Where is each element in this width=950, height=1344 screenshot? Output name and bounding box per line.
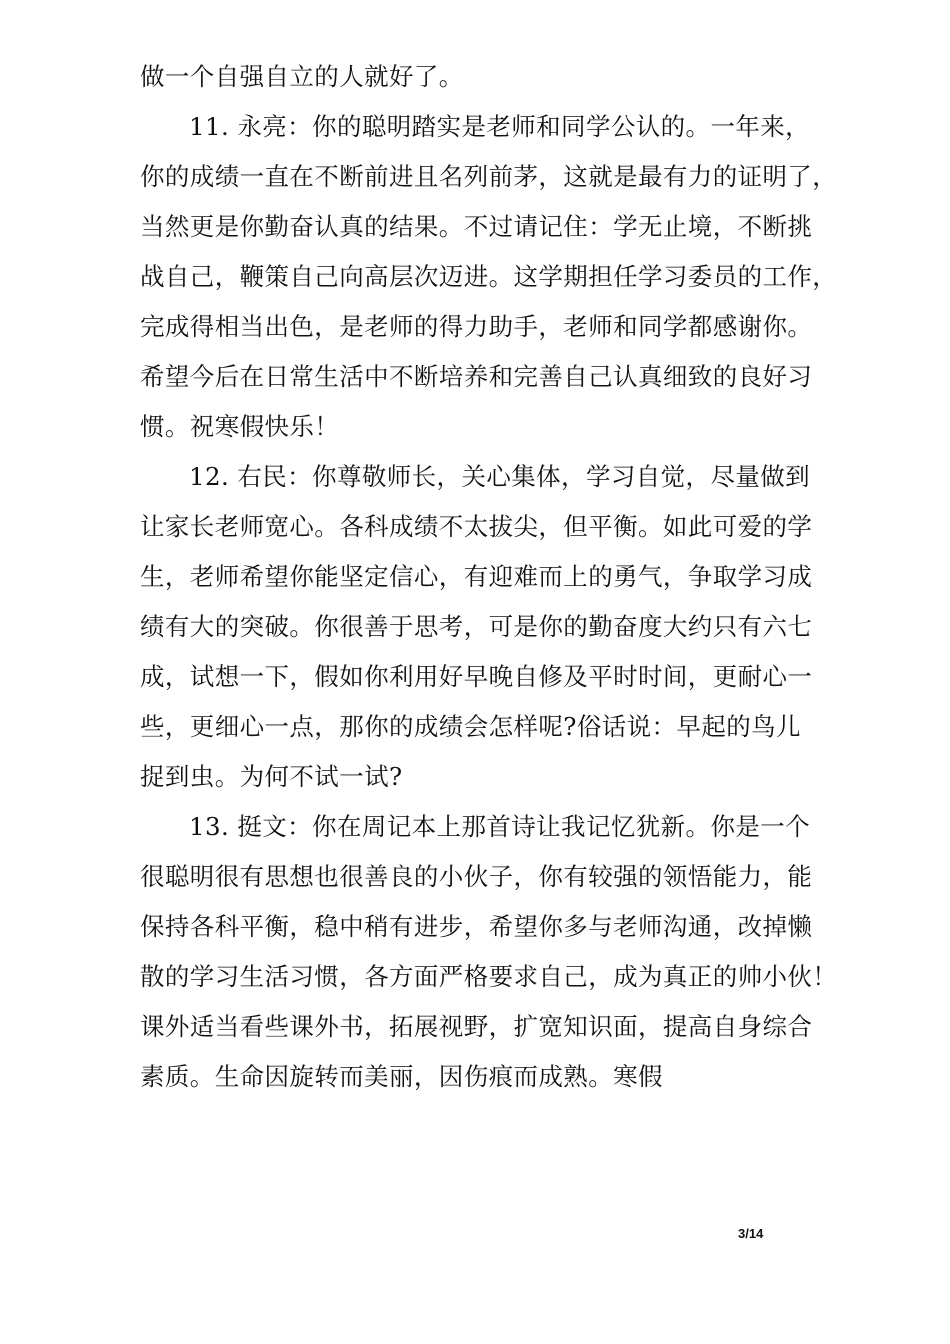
text-line: 希望今后在日常生活中不断培养和完善自己认真细致的良好习 [140,362,813,391]
paragraph-start-line: 11. 永亮：你的聪明踏实是老师和同学公认的。一年来， [189,112,811,141]
page-number: 3/14 [738,1226,764,1241]
text-line: 很聪明很有思想也很善良的小伙子，你有较强的领悟能力，能 [140,862,813,891]
text-line: 当然更是你勤奋认真的结果。不过请记住：学无止境，不断挑 [140,212,813,241]
text-line: 捉到虫。为何不试一试? [140,762,403,791]
text-line: 素质。生命因旋转而美丽，因伤痕而成熟。寒假 [140,1062,663,1091]
document-body [140,52,840,1102]
paragraph-start-line: 12. 右民：你尊敬师长，关心集体，学习自觉，尽量做到 [189,462,811,491]
text-line: 惯。祝寒假快乐！ [140,412,340,441]
paragraph-start-line: 13. 挺文：你在周记本上那首诗让我记忆犹新。你是一个 [189,812,811,841]
text-line: 生，老师希望你能坚定信心，有迎难而上的勇气，争取学习成 [140,562,813,591]
text-line: 些，更细心一点，那你的成绩会怎样呢?俗话说：早起的鸟儿 [140,712,801,741]
text-line: 课外适当看些课外书，拓展视野，扩宽知识面，提高自身综合 [140,1012,813,1041]
text-line: 战自己，鞭策自己向高层次迈进。这学期担任学习委员的工作， [140,262,838,291]
text-line: 完成得相当出色，是老师的得力助手，老师和同学都感谢你。 [140,312,813,341]
text-line: 成，试想一下，假如你利用好早晚自修及平时时间，更耐心一 [140,662,813,691]
text-line: 保持各科平衡，稳中稍有进步，希望你多与老师沟通，改掉懒 [140,912,813,941]
text-line: 做一个自强自立的人就好了。 [140,62,464,91]
text-line: 散的学习生活习惯，各方面严格要求自己，成为真正的帅小伙！ [140,962,838,991]
text-line: 让家长老师宽心。各科成绩不太拔尖，但平衡。如此可爱的学 [140,512,813,541]
text-line: 你的成绩一直在不断前进且名列前茅，这就是最有力的证明了， [140,162,838,191]
text-line: 绩有大的突破。你很善于思考，可是你的勤奋度大约只有六七 [140,612,813,641]
